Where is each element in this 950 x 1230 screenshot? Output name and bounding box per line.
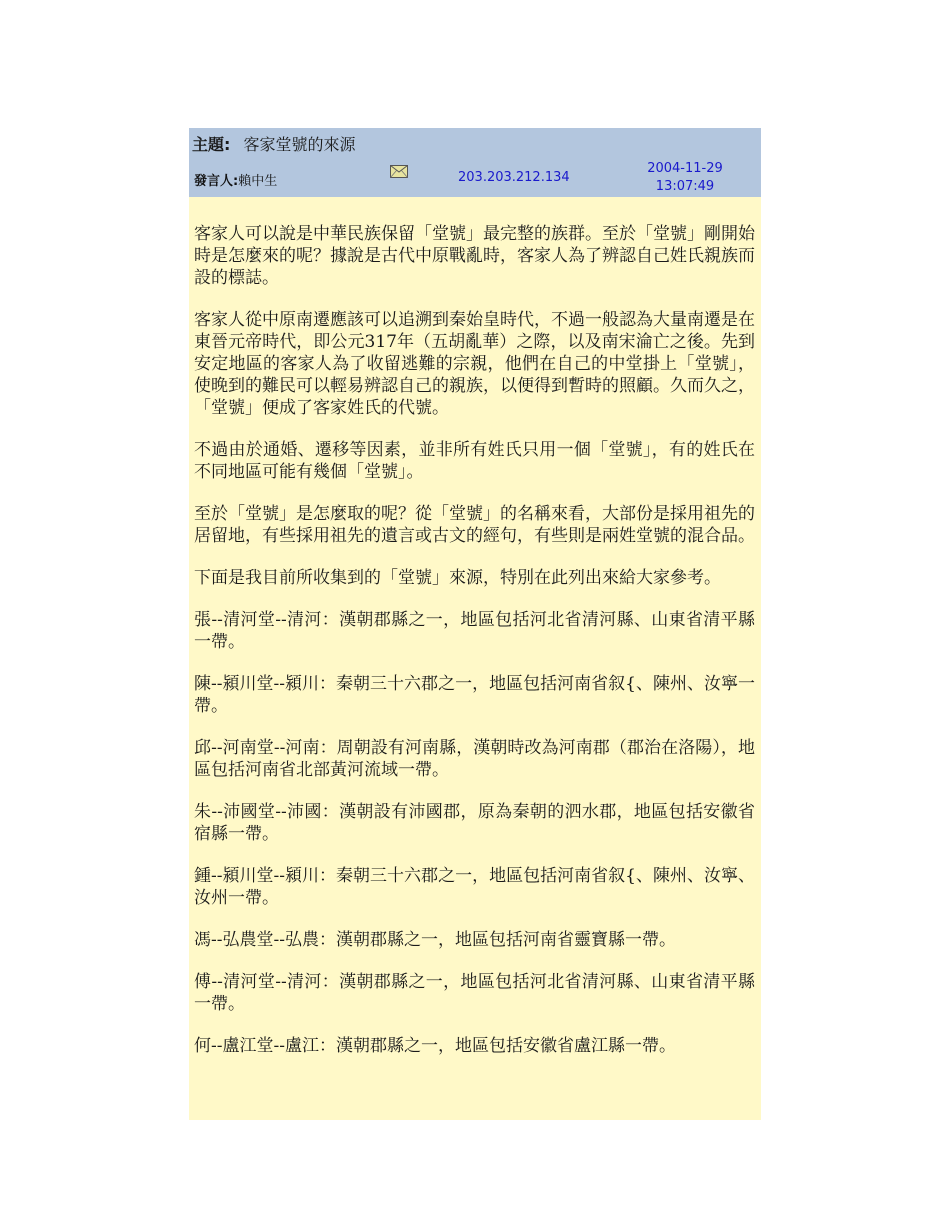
body-paragraph: 何--盧江堂--盧江：漢朝郡縣之一，地區包括安徽省盧江縣一帶。 [194,1036,676,1056]
post-date: 2004-11-29 [647,161,723,176]
body-paragraph: 客家人可以說是中華民族保留「堂號」最完整的族群。至於「堂號」剛開始時是怎麼來的呢？據說是古代中原戰亂時，客家人為了辨認自己姓氏親族而設的標誌。 [194,224,755,288]
ip-address: 203.203.212.134 [458,170,570,185]
body-paragraph: 不過由於通婚、遷移等因素，並非所有姓氏只用一個「堂號」，有的姓氏在不同地區可能有幾個「堂號」。 [194,440,755,482]
body-paragraph: 客家人從中原南遷應該可以追溯到秦始皇時代，不過一般認為大量南遷是在東晉元帝時代，即公元317年（五胡亂華）之際，以及南宋淪亡之後。先到安定地區的客家人為了收留逃難的宗親，他們在自己的中堂掛上「堂號」，使晚到的難民可以輕易辨認自己的親族，以便得到暫時的照顧。久而久之，「堂號」便成了客家姓氏的代號。 [194,310,755,418]
poster-label: 發言人: [194,174,239,189]
body-paragraph: 傅--清河堂--清河：漢朝郡縣之一，地區包括河北省清河縣、山東省清平縣一帶。 [194,972,755,1014]
post-body [189,197,761,1120]
body-paragraph: 馮--弘農堂--弘農：漢朝郡縣之一，地區包括河南省靈寶縣一帶。 [194,930,676,950]
body-paragraph: 至於「堂號」是怎麼取的呢？從「堂號」的名稱來看，大部份是採用祖先的居留地，有些採用祖先的遺言或古文的經句，有些則是兩姓堂號的混合品。 [194,504,755,546]
body-paragraph: 邱--河南堂--河南：周朝設有河南縣，漢朝時改為河南郡（郡治在洛陽），地區包括河南省北部黃河流域一帶。 [194,738,755,780]
envelope-icon[interactable] [390,165,408,178]
post-header [189,128,761,197]
body-paragraph: 張--清河堂--清河：漢朝郡縣之一，地區包括河北省清河縣、山東省清平縣一帶。 [194,610,755,652]
poster-name: 賴中生 [238,174,278,189]
post-subject: 客家堂號的來源 [243,135,356,154]
forum-post [189,128,761,1120]
subject-row [192,132,356,155]
body-paragraph: 朱--沛國堂--沛國：漢朝設有沛國郡，原為秦朝的泗水郡，地區包括安徽省宿縣一帶。 [194,802,755,844]
subject-label: 主題: [192,135,231,154]
post-datetime [625,160,745,196]
poster-info [194,170,277,189]
body-paragraph: 陳--潁川堂--潁川：秦朝三十六郡之一，地區包括河南省叙{、陳州、汝寧一帶。 [194,674,755,716]
body-paragraph: 鍾--潁川堂--潁川：秦朝三十六郡之一，地區包括河南省叙{、陳州、汝寧、汝州一帶。 [194,866,755,908]
post-time: 13:07:49 [655,179,715,194]
body-paragraph: 下面是我目前所收集到的「堂號」來源，特別在此列出來給大家參考。 [194,568,721,588]
